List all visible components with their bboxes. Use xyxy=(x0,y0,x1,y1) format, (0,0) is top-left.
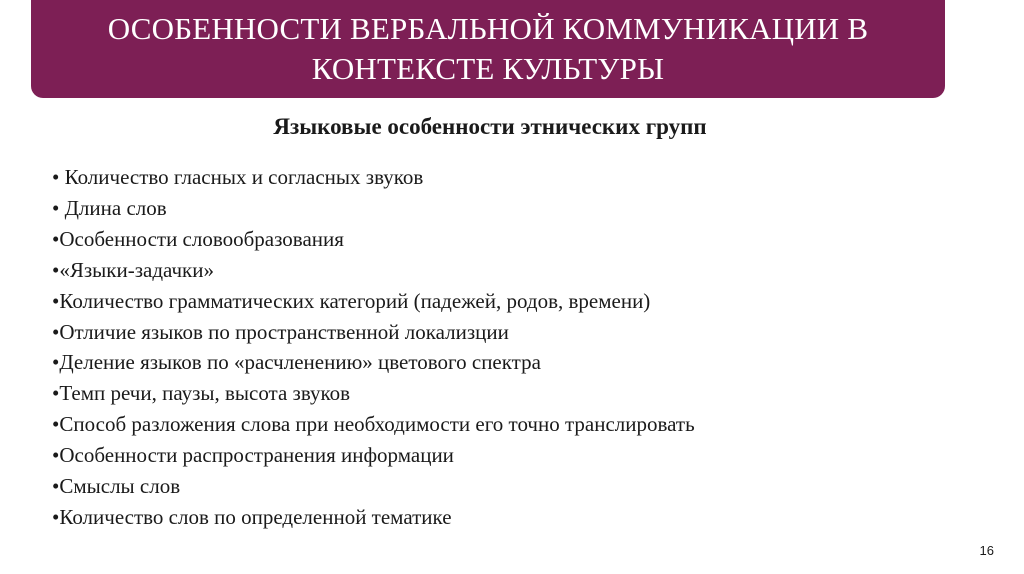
list-item: •Количество слов по определенной тематике xyxy=(52,504,452,529)
list-item: • Количество гласных и согласных звуков xyxy=(52,165,424,189)
list-item: •«Языки-задачки» xyxy=(52,257,214,282)
list-item: •Особенности словообразования xyxy=(52,226,344,251)
list-item: •Особенности распространения информации xyxy=(52,443,454,468)
slide-title: ОСОБЕННОСТИ ВЕРБАЛЬНОЙ КОММУНИКАЦИИ В КОНТЕКСТЕ КУЛЬТУРЫ xyxy=(107,11,869,86)
page-number: 16 xyxy=(979,543,994,558)
list-item: •Количество грамматических категорий (падежей, родов, времени) xyxy=(52,288,651,313)
list-item: •Темп речи, паузы, высота звуков xyxy=(52,381,351,406)
slide-subtitle: Языковые особенности этнических групп xyxy=(273,114,707,139)
title-banner xyxy=(31,0,945,98)
bullet-list xyxy=(52,162,695,533)
list-item: •Деление языков по «расчленению» цветового спектра xyxy=(52,350,541,375)
list-item: •Отличие языков по пространственной локализции xyxy=(52,319,509,344)
list-item: • Длина слов xyxy=(52,195,167,220)
list-item: •Способ разложения слова при необходимости его точно транслировать xyxy=(52,412,695,437)
list-item: •Смыслы слов xyxy=(52,474,181,499)
